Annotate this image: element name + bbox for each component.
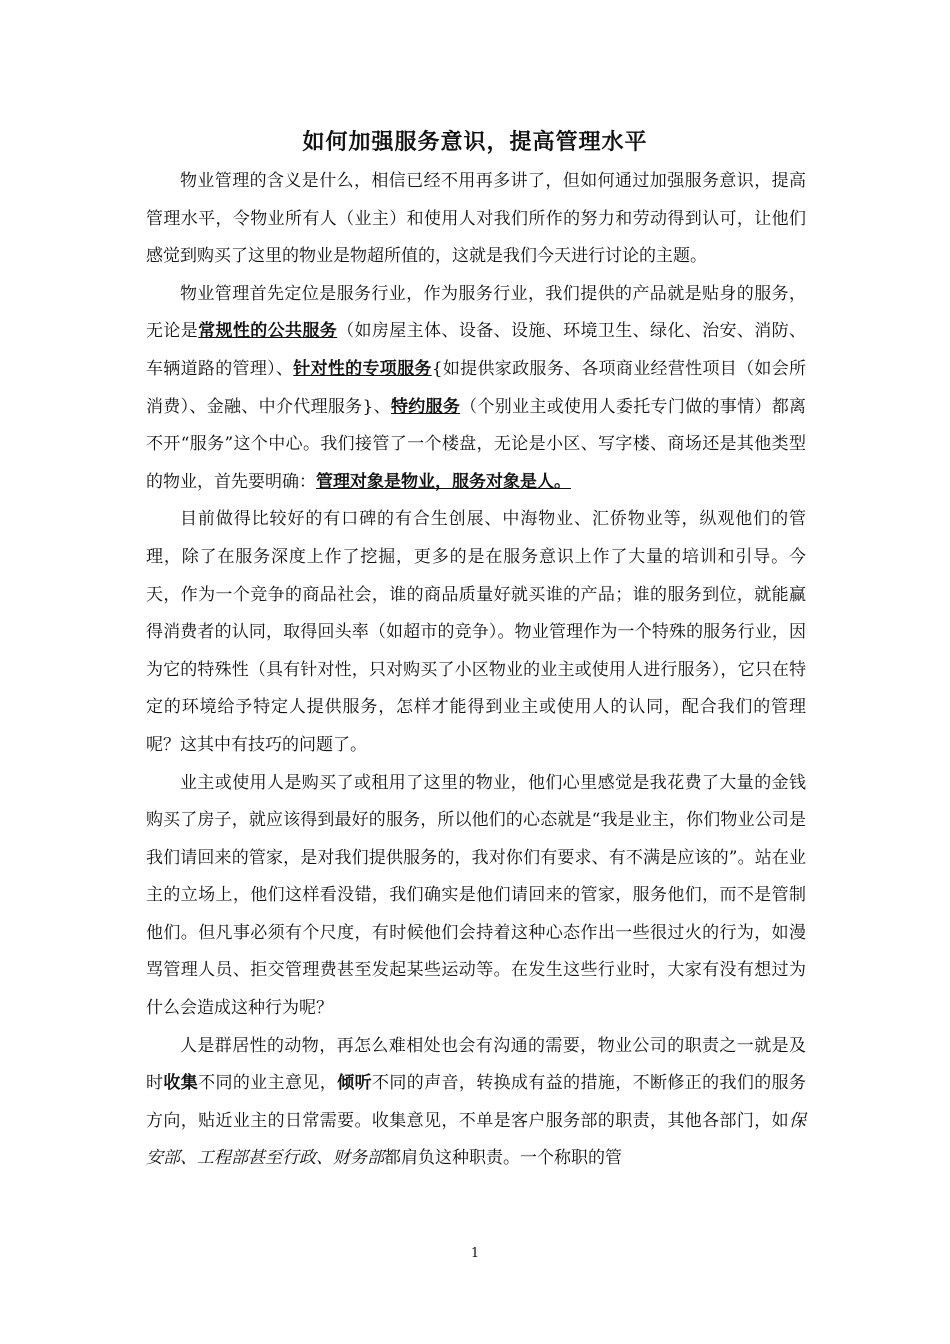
paragraph-5 [146,1028,806,1178]
paragraph-1: 物业管理的含义是什么，相信已经不用再多讲了，但如何通过加强服务意识，提高管理水平，令物业所有人（业主）和使用人对我们所作的努力和劳动得到认可，让他们感觉到购买了这里的物业是物超所值的，这就是我们今天进行讨论的主题。 [146,171,806,267]
page-number: 1 [470,1246,480,1261]
targeted-special-service-term: 针对性的专项服务 [293,358,432,379]
regular-public-service-term: 常规性的公共服务 [198,321,338,342]
p2-text-b: （如房屋主体、设备、设施、环境卫生、绿化、治安、消防、车辆道路的管理）、 [146,321,807,379]
paragraph-2 [146,276,806,502]
p5-text-d: 都肩负这种职责。一个称职的管 [384,1148,622,1169]
document-title: 如何加强服务意识，提高管理水平 [302,129,648,155]
management-object-statement: 管理对象是物业，服务对象是人。 [316,471,571,492]
document-body [146,163,806,1178]
paragraph-4: 业主或使用人是购买了或租用了这里的物业，他们心里感觉是我花费了大量的金钱购买了房子，就应该得到最好的服务，所以他们的心态就是“我是业主，你们物业公司是我们请回来的管家，是对我们提供服务的，我对你们有要求、有不满是应该的”。站在业主的立场上，他们这样看没错，我们确实是他们请回来的管家，服务他们，而不是管制他们。但凡事必须有个尺度，有时候他们会持着这种心态作出一些很过火的行为，如漫骂管理人员、拒交管理费甚至发起某些运动等。在发生这些行业时，大家有没有想过为什么会造成这种行为呢？ [146,772,806,1019]
collect-term: 收集 [163,1073,199,1094]
departments-term: 保安部、工程部甚至行政、财务部 [146,1110,806,1169]
paragraph-3: 目前做得比较好的有口碑的有合生创展、中海物业、汇侨物业等，纵观他们的管理，除了在服务深度上作了挖掘，更多的是在服务意识上作了大量的培训和引导。今天，作为一个竞争的商品社会，谁的商品质量好就买谁的产品；谁的服务到位，就能赢得消费者的认同，取得回头率（如超市的竞争）。物业管理作为一个特殊的服务行业，因为它的特殊性（具有针对性，只对购买了小区物业的业主或使用人进行服务），它只在特定的环境给予特定人提供服务，怎样才能得到业主或使用人的认同，配合我们的管理呢？这其中有技巧的问题了。 [146,509,806,755]
p5-text-c: 不同的声音，转换成有益的措施，不断修正的我们的服务方向，贴近业主的日常需要。收集意见，不单是客户服务部的职责，其他各部门，如 [146,1073,807,1131]
p2-text-d: （个别业主或使用人委托专门做的事情）都离不开“服务”这个中心。我们接管了一个楼盘，无论是小区、写字楼、商场还是其他类型的物业，首先要明确： [146,396,807,492]
p2-text-c: {如提供家政服务、各项商业经营性项目（如会所消费）、金融、中介代理服务}、 [146,358,806,417]
p5-text-b: 不同的业主意见， [198,1073,338,1094]
p5-text-a: 人是群居性的动物，再怎么难相处也会有沟通的需要，物业公司的职责之一就是及时 [146,1035,806,1094]
special-order-service-term: 特约服务 [390,396,461,417]
p2-text-a: 物业管理首先定位是服务行业，作为服务行业，我们提供的产品就是贴身的服务，无论是 [146,283,806,342]
listen-term: 倾听 [337,1073,372,1094]
